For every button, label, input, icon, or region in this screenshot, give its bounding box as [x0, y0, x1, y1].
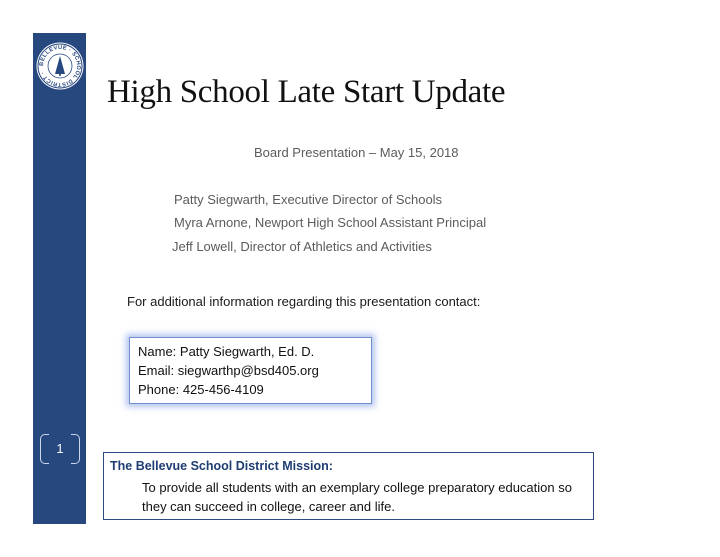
contact-box — [129, 337, 372, 404]
presenter-3: Jeff Lowell, Director of Athletics and Activities — [172, 239, 432, 254]
page-bracket-right — [71, 434, 80, 464]
mission-title: The Bellevue School District Mission: — [110, 459, 333, 473]
slide-subtitle: Board Presentation – May 15, 2018 — [254, 145, 459, 160]
page-number — [40, 431, 80, 467]
page-number-text: 1 — [56, 441, 64, 456]
mission-text: To provide all students with an exemplary college preparatory education so they can succeed in college, career and life. — [142, 480, 572, 514]
page-bracket-left — [40, 434, 49, 464]
presenter-1: Patty Siegwarth, Executive Director of Schools — [174, 192, 443, 207]
contact-email: Email: siegwarthp@bsd405.org — [138, 363, 319, 378]
contact-intro: For additional information regarding this presentation contact: — [127, 294, 481, 309]
district-seal-logo — [35, 41, 85, 91]
contact-name: Name: Patty Siegwarth, Ed. D. — [138, 344, 315, 359]
seal-text: BELLEVUE · SCHOOL DISTRICT · — [38, 44, 82, 88]
contact-phone: Phone: 425-456-4109 — [138, 382, 264, 397]
presenter-2: Myra Arnone, Newport High School Assistant Principal — [174, 215, 487, 230]
slide-title: High School Late Start Update — [107, 74, 506, 110]
mission-box — [103, 452, 594, 520]
